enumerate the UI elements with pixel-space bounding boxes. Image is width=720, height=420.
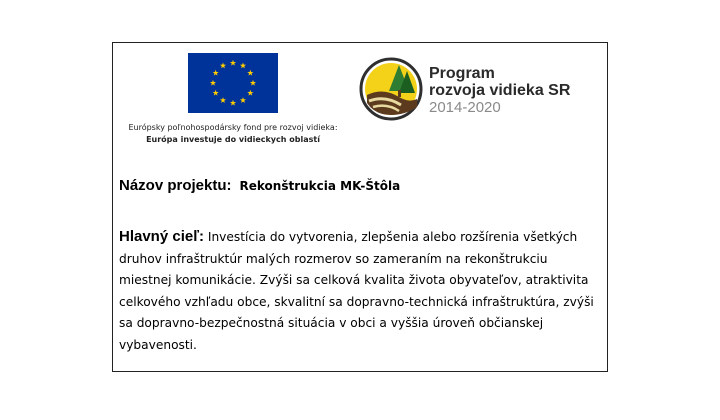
program-years: 2014-2020 — [429, 99, 501, 116]
project-label: Názov projektu: — [119, 177, 232, 194]
info-board — [112, 42, 608, 372]
eu-flag-icon — [188, 53, 278, 113]
rural-development-emblem-icon — [359, 57, 423, 121]
program-title — [429, 65, 570, 116]
project-row — [119, 177, 400, 195]
eu-slogan: Európa investuje do vidieckych oblastí — [146, 135, 320, 144]
program-line2: rozvoja vidieka SR — [429, 82, 571, 99]
goal-text: Investícia do vytvorenia, zlepšenia alebo rozšírenia všetkých druhov infraštruktúr malých rozmerov so zameraním na rekonštrukciu miestnej komunikácie. Zvýši sa celková kvalita života obyvateľov, atraktivita celkového vzhľadu obce, skvalitní sa dopravno-technická infraštruktúra, zvýši sa dopravno-bezpečnostná situácia v obci a vyššia úroveň občianskej vybavenosti. — [119, 230, 594, 352]
program-line1: Program — [429, 65, 495, 82]
eu-fund-name: Európsky poľnohospodársky fond pre rozvoj vidieka: — [128, 123, 338, 132]
project-name: Rekonštrukcia MK-Štôla — [239, 179, 401, 193]
eu-caption — [113, 122, 353, 146]
goal-paragraph — [119, 226, 599, 356]
goal-label: Hlavný cieľ: — [119, 228, 204, 245]
